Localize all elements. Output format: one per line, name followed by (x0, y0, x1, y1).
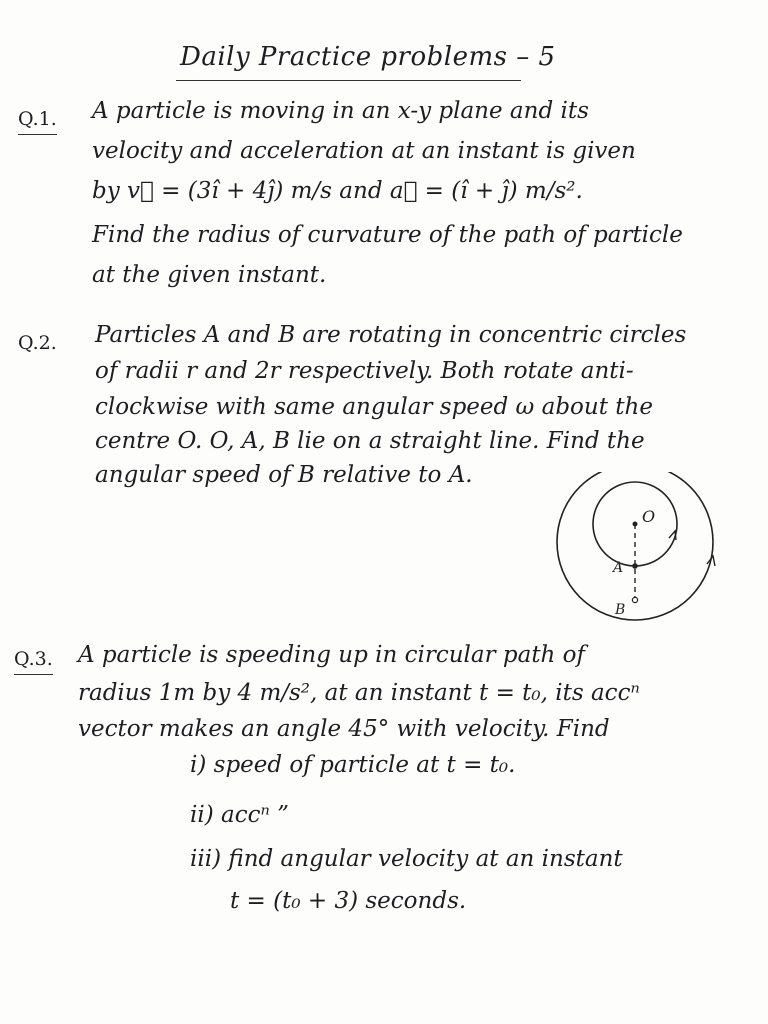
question-3-label (14, 648, 53, 670)
q3-part-i: i) speed of particle at t = t₀. (190, 752, 516, 778)
q2-line-2: of radii r and 2r respectively. Both rotate anti- (95, 358, 634, 384)
question-2-number: Q.2. (18, 332, 57, 354)
q3-part-ii: ii) accⁿ ” (190, 802, 289, 828)
q3-part-iii-time: t = (t₀ + 3) seconds. (230, 888, 467, 914)
question-1-number: Q.1. (18, 108, 57, 130)
q3-part-iii: iii) find angular velocity at an instant (190, 846, 623, 872)
question-3-label-underline (14, 674, 53, 675)
question-1-label (18, 108, 57, 130)
q1-line-5: at the given instant. (92, 262, 327, 288)
question-3-number: Q.3. (14, 648, 53, 670)
concentric-circles-diagram (545, 472, 765, 622)
point-b-dot (632, 597, 637, 602)
point-a-dot (632, 563, 638, 569)
question-1-label-underline (18, 134, 57, 135)
q2-line-4: centre O. O, A, B lie on a straight line. Find the (95, 428, 645, 454)
q1-line-2: velocity and acceleration at an instant is given (92, 138, 636, 164)
label-o: O (642, 507, 656, 526)
title-underline (176, 80, 521, 81)
label-a: A (613, 560, 624, 576)
q3-line-2: radius 1m by 4 m/s², at an instant t = t₀, its accⁿ (78, 680, 640, 706)
q1-line-1: A particle is moving in an x-y plane and its (92, 98, 589, 124)
q2-line-5: angular speed of B relative to A. (95, 462, 473, 488)
q3-line-3: vector makes an angle 45° with velocity. Find (78, 716, 610, 742)
q2-line-1: Particles A and B are rotating in concentric circles (95, 322, 687, 348)
question-2-label (18, 332, 57, 354)
label-b: B (615, 602, 626, 618)
q1-line-4: Find the radius of curvature of the path of particle (92, 222, 683, 248)
q1-line-3: by v⃗ = (3î + 4ĵ) m/s and a⃗ = (î + ĵ) m/s². (92, 178, 583, 204)
page-title: Daily Practice problems – 5 (180, 42, 556, 72)
q2-line-3: clockwise with same angular speed ω about the (95, 394, 653, 420)
q3-line-1: A particle is speeding up in circular path of (78, 642, 586, 668)
